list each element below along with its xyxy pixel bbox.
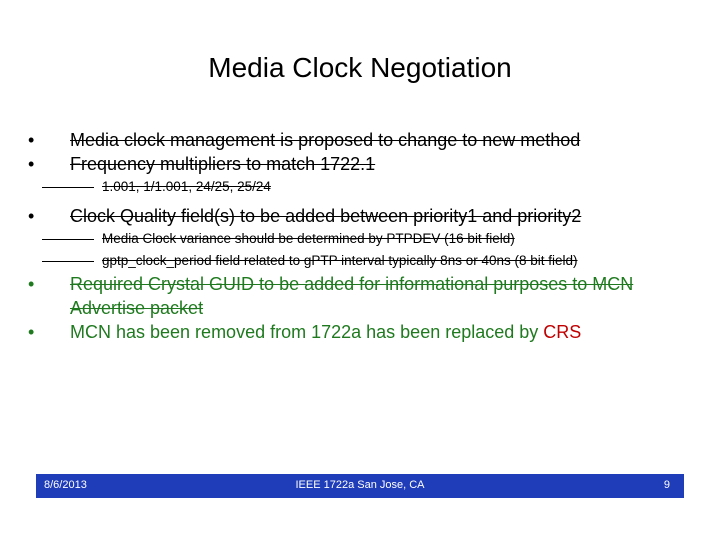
bullet-dot: • (28, 274, 35, 294)
sub-bullet-text: Media Clock variance should be determined by PTPDEV (16 bit field) (102, 231, 515, 246)
sub-bullet-item (24, 250, 684, 272)
sub-bullet-text: 1.001, 1/1.001, 24/25, 25/24 (102, 179, 271, 194)
bullet-list (24, 128, 684, 344)
bullet-text: MCN has been removed from 1722a has been replaced by (70, 322, 544, 342)
bullet-text: Required Crystal GUID to be added for informational purposes to MCN Advertise packet (70, 274, 634, 318)
bullet-text: Clock Quality field(s) to be added between priority1 and priority2 (70, 206, 582, 226)
bullet-dot: • (28, 206, 35, 226)
bullet-item (24, 128, 684, 152)
footer-title: IEEE 1722a San Jose, CA (295, 479, 425, 491)
bullet-item (24, 204, 684, 228)
dash-marker (42, 261, 94, 262)
bullet-dot: • (28, 154, 35, 174)
dash-marker (42, 239, 94, 240)
page-number: 9 (663, 479, 670, 491)
bullet-text: Media clock management is proposed to change to new method (70, 130, 581, 150)
sub-bullet-item (24, 228, 684, 250)
highlight-text: CRS (543, 322, 582, 342)
bullet-dot: • (28, 130, 35, 150)
bullet-item (24, 320, 684, 344)
sub-bullet-item (24, 176, 684, 198)
sub-bullet-text: gptp_clock_period field related to gPTP interval typically 8ns or 40ns (8 bit field) (102, 253, 578, 268)
bullet-item (24, 272, 684, 320)
footer-bar (36, 474, 684, 498)
bullet-dot: • (28, 322, 35, 342)
dash-marker (42, 187, 94, 188)
bullet-item (24, 152, 684, 176)
slide-title: Media Clock Negotiation (208, 52, 512, 83)
footer-date: 8/6/2013 (44, 479, 87, 491)
bullet-text: Frequency multipliers to match 1722.1 (70, 154, 376, 174)
